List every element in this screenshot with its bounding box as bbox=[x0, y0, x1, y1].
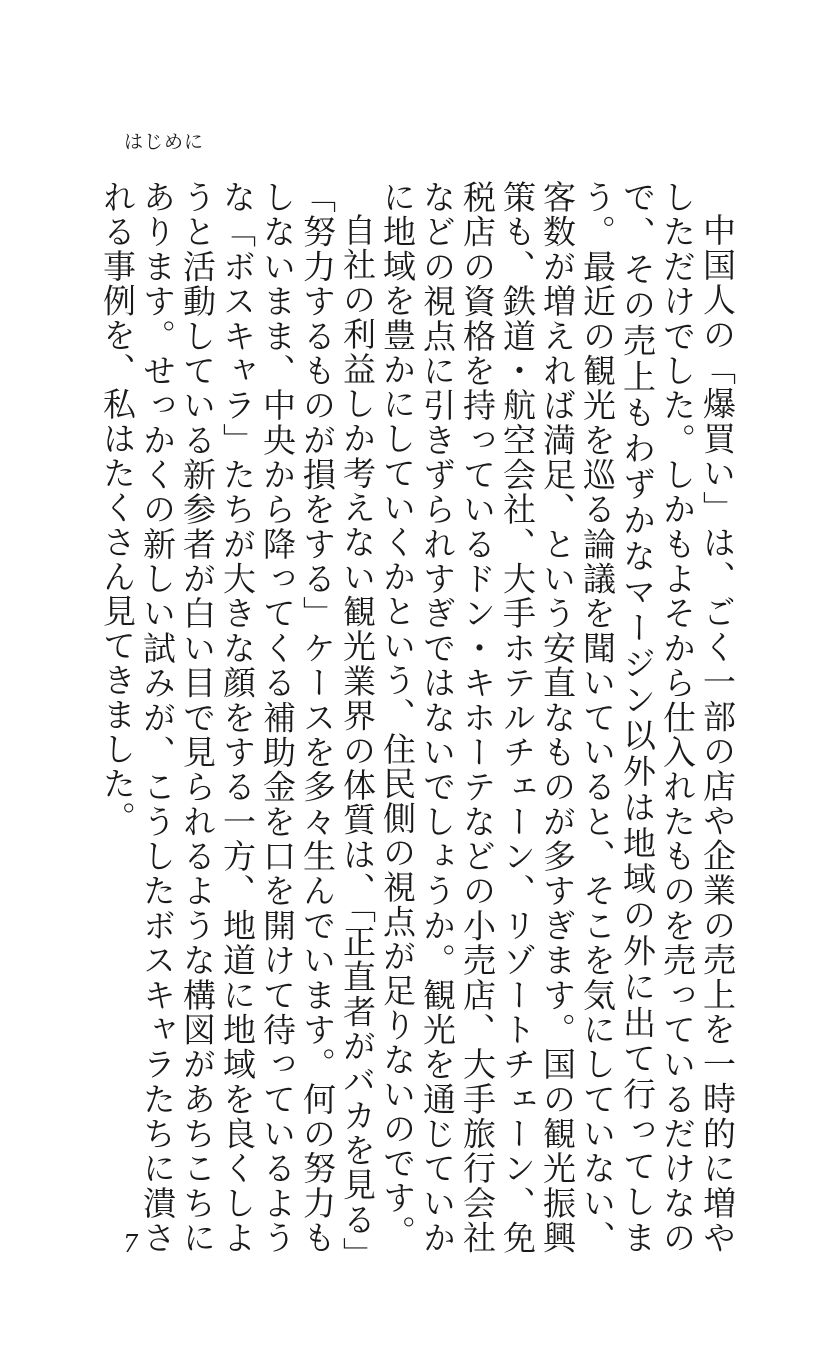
paragraph-2: 自社の利益しか考えない観光業界の体質は、「正直者がバカを見る」「努力するものが損をする」ケースを多々生んでいます。何の努力もしないまま、中央から降ってくる補助金を口を開けて待っているような「ボスキャラ」たちが大きな顔をする一方、地道に地域を良くしようと活動している新参者が白い目で見られるような構図があちこちにあります。せっかくの新しい試みが、こうしたボスキャラたちに潰される事例を、私はたくさん見てきました。 bbox=[98, 180, 377, 1255]
body-text bbox=[97, 180, 737, 1258]
paragraph-1: 中国人の「爆買い」は、ごく一部の店や企業の売上を一時的に増やしただけでした。しかもよそから仕入れたものを売っているだけなので、その売上もわずかなマージン以外は地域の外に出て行ってしまう。最近の観光を巡る論議を聞いていると、そこを気にしていない、客数が増えれば満足、という安直なものが多すぎます。国の観光振興策も、鉄道・航空会社、大手ホテルチェーン、リゾートチェーン、免税店の資格を持っているドン・キホーテなどの小売店、大手旅行会社などの視点に引きずられすぎではないでしょうか。観光を通じていかに地域を豊かにしていくかという、住民側の視点が足りないのです。 bbox=[378, 180, 737, 1256]
running-head: はじめに bbox=[124, 131, 205, 153]
page-number: 7 bbox=[123, 1230, 139, 1258]
